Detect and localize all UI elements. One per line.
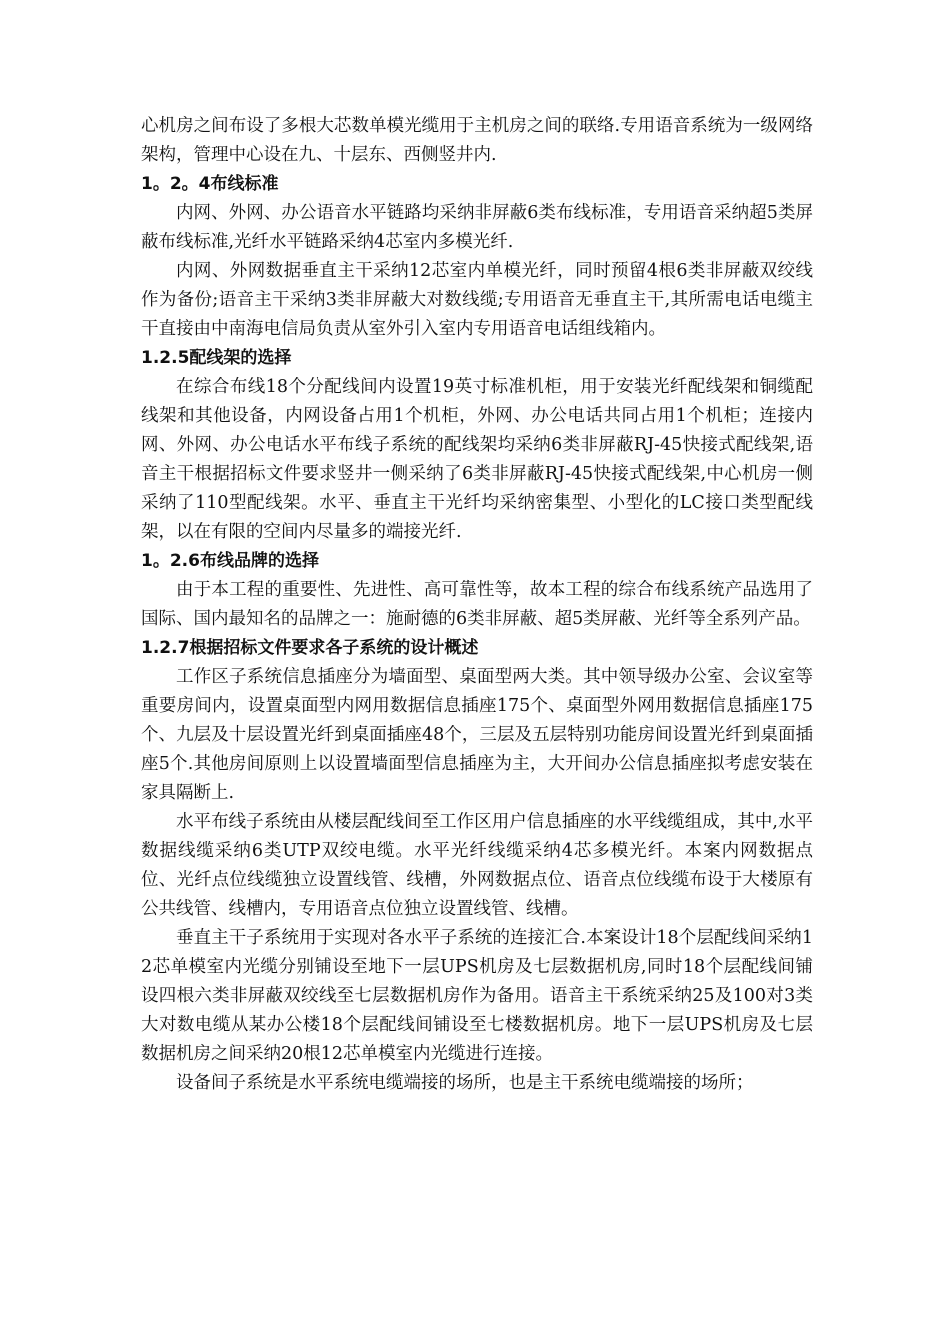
body-paragraph: 水平布线子系统由从楼层配线间至工作区用户信息插座的水平线缆组成，其中,水平数据线缆采纳6类UTP双绞电缆。水平光纤线缆采纳4芯多模光纤。本案内网数据点位、光纤点位线缆独立设置线管、线槽，外网数据点位、语音点位线缆布设于大楼原有公共线管、线槽内，专用语音点位独立设置线管、线槽。 bbox=[141, 812, 813, 919]
section-heading: 1.2.5配线架的选择 bbox=[141, 348, 292, 368]
body-paragraph: 垂直主干子系统用于实现对各水平子系统的连接汇合.本案设计18个层配线间采纳12芯单模室内光缆分别铺设至地下一层UPS机房及七层数据机房,同时18个层配线间铺设四根六类非屏蔽双绞线至七层数据机房作为备用。语音主干系统采纳25及100对3类大对数电缆从某办公楼18个层配线间铺设至七楼数据机房。地下一层UPS机房及七层数据机房之间采纳20根12芯单模室内光缆进行连接。 bbox=[141, 928, 813, 1064]
body-paragraph: 内网、外网、办公语音水平链路均采纳非屏蔽6类布线标准，专用语音采纳超5类屏蔽布线标准,光纤水平链路采纳4芯室内多模光纤. bbox=[141, 203, 813, 252]
body-paragraph: 在综合布线18个分配线间内设置19英寸标准机柜，用于安装光纤配线架和铜缆配线架和其他设备，内网设备占用1个机柜，外网、办公电话共同占用1个机柜；连接内网、外网、办公电话水平布线子系统的配线架均采纳6类非屏蔽RJ-45快接式配线架,语音主干根据招标文件要求竖井一侧采纳了6类非屏蔽RJ-45快接式配线架,中心机房一侧采纳了110型配线架。水平、垂直主干光纤均采纳密集型、小型化的LC接口类型配线架，以在有限的空间内尽量多的端接光纤. bbox=[141, 377, 813, 542]
section-heading: 1.2.7根据招标文件要求各子系统的设计概述 bbox=[141, 638, 479, 658]
body-paragraph: 工作区子系统信息插座分为墙面型、桌面型两大类。其中领导级办公室、会议室等重要房间内，设置桌面型内网用数据信息插座175个、桌面型外网用数据信息插座175个、九层及十层设置光纤到桌面插座48个，三层及五层特别功能房间设置光纤到桌面插座5个.其他房间原则上以设置墙面型信息插座为主，大开间办公信息插座拟考虑安装在家具隔断上. bbox=[141, 667, 813, 803]
section-heading: 1。2。4布线标准 bbox=[141, 174, 279, 194]
body-paragraph: 由于本工程的重要性、先进性、高可靠性等，故本工程的综合布线系统产品选用了国际、国内最知名的品牌之一：施耐德的6类非屏蔽、超5类屏蔽、光纤等全系列产品。 bbox=[141, 580, 813, 629]
body-paragraph: 心机房之间布设了多根大芯数单模光缆用于主机房之间的联络.专用语音系统为一级网络架构，管理中心设在九、十层东、西侧竖井内. bbox=[141, 116, 813, 165]
section-heading: 1。2.6布线品牌的选择 bbox=[141, 551, 319, 571]
body-paragraph: 内网、外网数据垂直主干采纳12芯室内单模光纤，同时预留4根6类非屏蔽双绞线作为备份;语音主干采纳3类非屏蔽大对数线缆;专用语音无垂直主干,其所需电话电缆主干直接由中南海电信局负责从室外引入室内专用语音电话组线箱内。 bbox=[141, 261, 813, 339]
document-body bbox=[141, 112, 813, 1098]
body-paragraph: 设备间子系统是水平系统电缆端接的场所，也是主干系统电缆端接的场所； bbox=[176, 1073, 754, 1093]
